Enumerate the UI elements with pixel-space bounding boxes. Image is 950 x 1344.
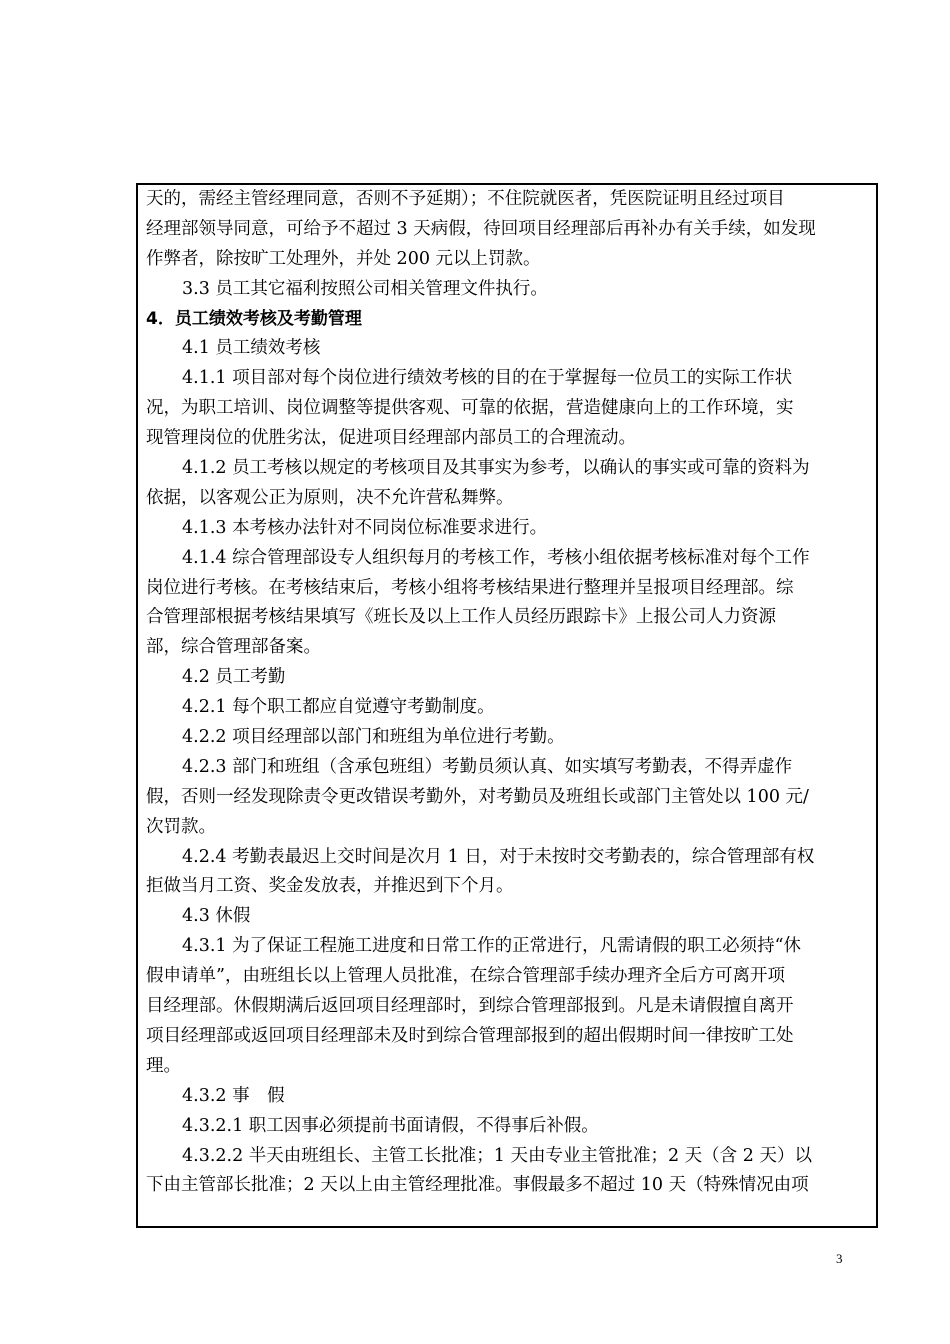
paragraph-3-3: 3.3 员工其它福利按照公司相关管理文件执行。 — [182, 278, 548, 299]
text-line: 假申请单”，由班组长以上管理人员批准，在综合管理部手续办理齐全后方可离开项 — [146, 966, 785, 987]
paragraph-4-3-1: 4.3.1 为了保证工程施工进度和日常工作的正常进行，凡需请假的职工必须持“休 — [182, 936, 802, 957]
paragraph-4-1-1: 4.1.1 项目部对每个岗位进行绩效考核的目的在于掌握每一位员工的实际工作状 — [182, 368, 793, 389]
page-number: 3 — [836, 1251, 843, 1266]
paragraph-4-1-2: 4.1.2 员工考核以规定的考核项目及其事实为参考，以确认的事实或可靠的资料为 — [182, 458, 810, 479]
paragraph-4-1-4: 4.1.4 综合管理部设专人组织每月的考核工作，考核小组依据考核标准对每个工作 — [182, 547, 810, 568]
paragraph-4-2-2: 4.2.2 项目经理部以部门和班组为单位进行考勤。 — [182, 727, 565, 748]
paragraph-4-2-4: 4.2.4 考勤表最迟上交时间是次月 1 日，对于未按时交考勤表的，综合管理部有权 — [182, 846, 815, 867]
paragraph-4-2-3: 4.2.3 部门和班组（含承包班组）考勤员须认真、如实填写考勤表，不得弄虚作 — [182, 756, 793, 777]
text-line: 合管理部根据考核结果填写《班长及以上工作人员经历跟踪卡》上报公司人力资源 — [146, 607, 776, 628]
text-line: 现管理岗位的优胜劣汰，促进项目经理部内部员工的合理流动。 — [146, 428, 636, 449]
subsection-heading-4-3-2: 4.3.2 事 假 — [182, 1085, 285, 1106]
paragraph-4-3-2-1: 4.3.2.1 职工因事必须提前书面请假，不得事后补假。 — [182, 1115, 599, 1136]
text-line: 岗位进行考核。在考核结束后，考核小组将考核结果进行整理并呈报项目经理部。综 — [146, 577, 794, 598]
text-line: 项目经理部或返回项目经理部未及时到综合管理部报到的超出假期时间一律按旷工处 — [146, 1025, 794, 1046]
document-frame — [136, 183, 878, 1228]
section-heading-4: 4．员工绩效考核及考勤管理 — [146, 308, 362, 329]
text-line: 依据，以客观公正为原则，决不允许营私舞弊。 — [146, 487, 514, 508]
paragraph-4-3-2-2: 4.3.2.2 半天由班组长、主管工长批准；1 天由专业主管批准；2 天（含 2 天）以 — [182, 1145, 812, 1166]
text-line: 作弊者，除按旷工处理外，并处 200 元以上罚款。 — [146, 248, 541, 269]
text-line: 下由主管部长批准；2 天以上由主管经理批准。事假最多不超过 10 天（特殊情况由项 — [146, 1175, 809, 1196]
text-line: 理。 — [146, 1055, 181, 1076]
text-line: 目经理部。休假期满后返回项目经理部时，到综合管理部报到。凡是未请假擅自离开 — [146, 996, 794, 1017]
subsection-heading-4-3: 4.3 休假 — [182, 906, 251, 927]
paragraph-4-2-1: 4.2.1 每个职工都应自觉遵守考勤制度。 — [182, 697, 495, 718]
text-line: 拒做当月工资、奖金发放表，并推迟到下个月。 — [146, 876, 514, 897]
text-line: 况，为职工培训、岗位调整等提供客观、可靠的依据，营造健康向上的工作环境，实 — [146, 398, 794, 419]
text-line: 经理部领导同意，可给予不超过 3 天病假，待回项目经理部后再补办有关手续，如发现 — [146, 218, 816, 239]
text-line: 假，否则一经发现除责令更改错误考勤外，对考勤员及班组长或部门主管处以 100 元/ — [146, 786, 809, 807]
subsection-heading-4-1: 4.1 员工绩效考核 — [182, 338, 321, 359]
text-line: 部，综合管理部备案。 — [146, 637, 321, 658]
paragraph-4-1-3: 4.1.3 本考核办法针对不同岗位标准要求进行。 — [182, 517, 548, 538]
text-line: 次罚款。 — [146, 816, 216, 837]
text-line: 天的，需经主管经理同意，否则不予延期）；不住院就医者，凭医院证明且经过项目 — [146, 189, 785, 209]
subsection-heading-4-2: 4.2 员工考勤 — [182, 667, 286, 688]
